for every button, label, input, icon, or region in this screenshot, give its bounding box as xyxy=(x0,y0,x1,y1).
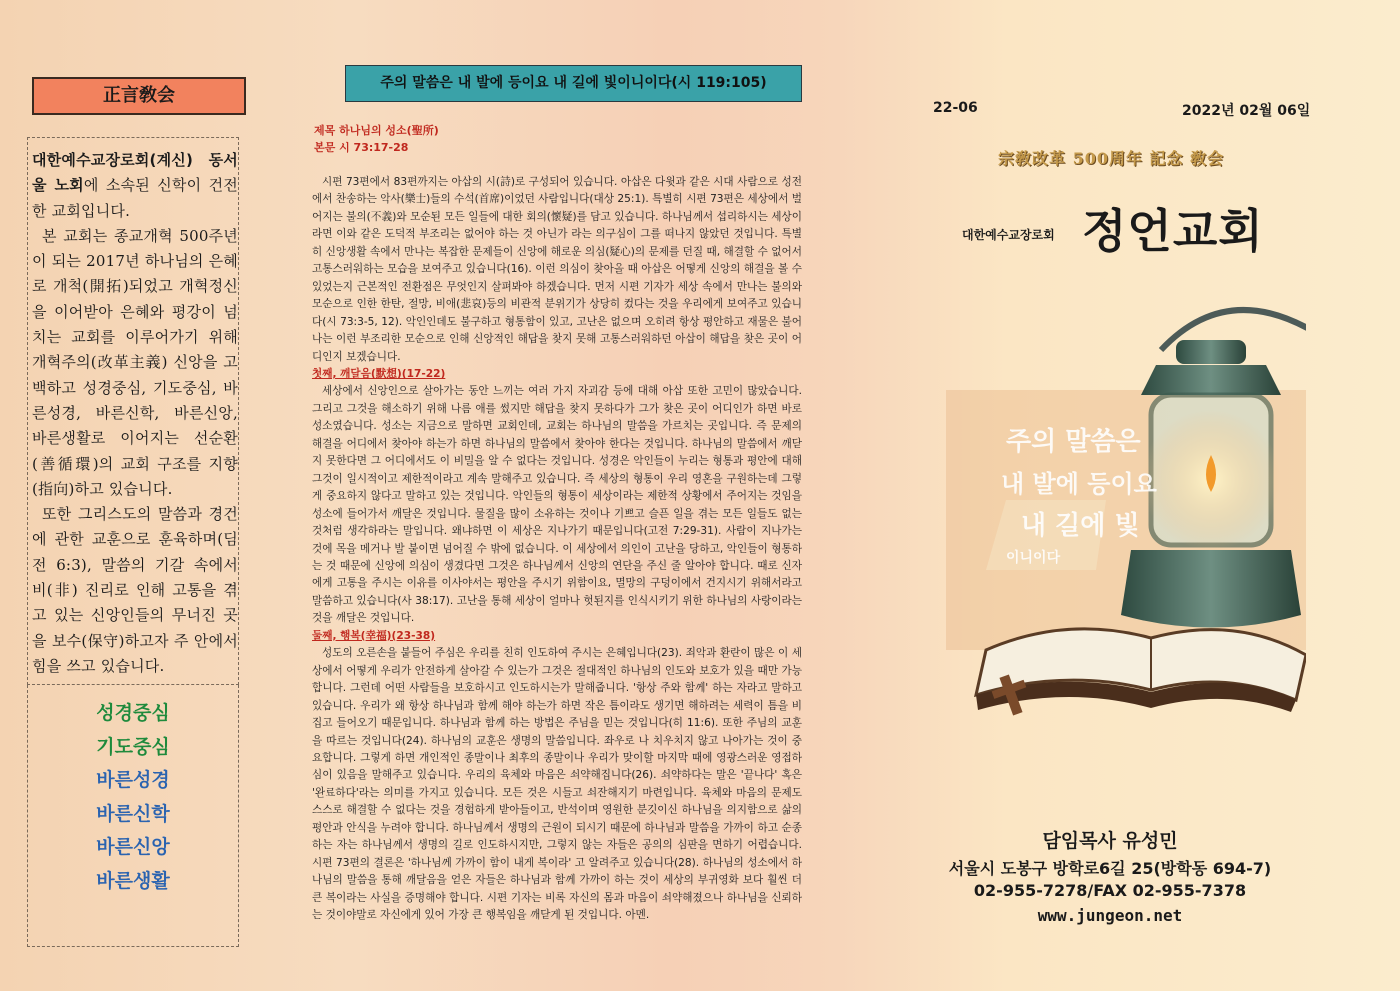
sermon-section-heading: 첫째, 깨달음(默想)(17-22) xyxy=(312,367,446,380)
art-title-line-2: 내 발에 등이요 xyxy=(1001,470,1157,498)
sermon-paragraph: 시편 73편에서 83편까지는 아삽의 시(詩)로 구성되어 있습니다. 아삽은 다윗과 같은 시대 사람으로 성전에서 찬송하는 악사(樂士)들의 수석(首席)이었던 사람입니다(대상 25:1). 특별히 시편 73편은 세상에서 벌어지는 불의(不義)와 모순된 모든 일들에 대한 회의(懷疑)를 담고 있습니다. 하나님께서 섭리하시는 세상이라면 이와 같은 도덕적 부조리는 없어야 하는 것 아닌가 라는 의구심이 그를 떠나지 않았던 것입니다. 특별히 신앙생활 속에서 만나는 복잡한 문제들이 신앙에 해로운 의심(疑心)의 문제를 던질 때, 해결할 수 없어서 고통스러워하는 모습을 보여주고 있습니다(16). 이런 의심이 찾아올 때 아삽은 어떻게 신앙의 해결을 볼 수 있었는지 근본적인 전환점은 무엇인지 살펴봐야 하겠습니다. 먼저 시편 기자가 세상 속에서 만나는 불의와 모순으로 인한 한탄, 절망, 비애(悲哀)등의 비관적 분위기가 상당히 컸다는 것을 우리에게 보여주고 있습니다(시 73:3-5, 12). 악인인데도 불구하고 형통함이 있고, 고난은 없으며 오히려 항상 평안하고 재물은 불어나는 이런 부조리한 모순으로 인해 신앙적인 해답을 찾지 못해 고통스러워하던 아삽이 해답을 찾은 곳이 어디인지 보겠습니다. xyxy=(312,176,802,363)
intro-denomination: 대한예수교장로회(계신) 동서울 노회 xyxy=(32,151,238,195)
lantern-bible-illustration xyxy=(946,270,1306,740)
left-panel xyxy=(0,0,300,991)
pastor-name: 담임목사 유성민 xyxy=(1042,830,1178,852)
art-title-line-1: 주의 말씀은 xyxy=(1006,427,1141,457)
intro-paragraph-2: 본 교회는 종교개혁 500주년이 되는 2017년 하나님의 은혜로 개척(開拓)되었고 개혁정신을 이어받아 은혜와 평강이 넘치는 교회를 이루어가기 위해 개혁주의(改革主義) 신앙을 고백하고 성경중심, 기도중심, 바른성경, 바른신학, 바른신앙, 바른생활로 이어지는 선순환(善循環)의 교회 구조를 지향(指向)하고 있습니다. xyxy=(32,226,238,498)
website-link[interactable]: www.jungeon.net xyxy=(1037,906,1183,925)
motto-item: 기도중심 xyxy=(96,735,170,758)
motto-item: 바른신앙 xyxy=(96,836,170,858)
motto-item: 성경중심 xyxy=(96,702,170,724)
art-title-line-3: 내 길에 빛 xyxy=(1021,511,1140,541)
church-introduction xyxy=(27,137,239,685)
issue-number: 22-06 xyxy=(933,100,978,116)
phone-fax: 02-955-7278/FAX 02-955-7378 xyxy=(973,881,1247,900)
sermon-panel xyxy=(300,0,820,991)
sermon-header xyxy=(314,122,439,156)
intro-paragraph-3: 또한 그리스도의 말씀과 경건에 관한 교훈으로 훈육하며(딤전 6:3), 말씀의 기갈 속에서 비(非) 진리로 인해 고통을 겪고 있는 신앙인들의 무너진 곳을 보수(保守)하고자 주 안에서 힘을 쓰고 있습니다. xyxy=(32,505,238,675)
lantern-cap xyxy=(1176,340,1246,364)
sermon-body xyxy=(312,174,802,924)
church-mottos xyxy=(27,685,239,947)
art-title-line-4: 이니이다 xyxy=(1006,550,1061,566)
church-hanja-name: 正言敎会 xyxy=(32,77,246,115)
motto-item: 바른성경 xyxy=(96,769,170,791)
lantern-top xyxy=(1141,365,1281,395)
sermon-title: 제목 하나님의 성소(聖所) xyxy=(314,124,439,137)
sermon-paragraph: 성도의 오른손을 붙들어 주심은 우리를 친히 인도하여 주시는 은혜입니다(23). 죄악과 환란이 많은 이 세상에서 어떻게 우리가 안전하게 살아갈 수 있는가 그것은 절대적인 하나님의 인도와 보호가 있을 때만 가능합니다. 그런데 어떤 사람들을 보호하시고 인도하시는가 말해줍니다. '항상 주와 함께' 하는 자라고 말하고 있습니다. 우리가 왜 항상 하나님과 함께 해야 하는가 하면 작은 틈이라도 생기면 해하려는 세력이 틈을 비집고 들어오기 때문입니다. 하나님과 함께 하는 방법은 주님을 믿는 것입니다(히 11:6). 또한 주님의 교훈을 따르는 것입니다(24). 하나님의 교훈은 생명의 말씀입니다. 좌우로 나 치우치지 않고 나아가는 것이 중요합니다. 그렇게 하면 개인적인 종말이나 최후의 종말이나 우리가 맞이할 마지막 때에 영광스러운 영접하심이 있음을 말해주고 있습니다. 우리의 육체와 마음은 쇠약해집니다(26). 쇠약하다는 말은 '끝나다' 혹은 '완료하다'라는 의미를 가지고 있습니다. 모든 것은 시들고 쇠잔해지기 마련입니다. 육체와 마음의 문제도 스스로 해결할 수 없다는 것을 경험하게 받아들이고, 반석이며 영원한 분깃이신 하나님을 의지함으로 삶의 평안과 안식을 누려야 합니다. 하나님께서 생명의 근원이 되시기 때문에 하나님과 말씀을 가까이 하고 순종하는 자는 하나님께서 생명의 길로 인도하시지만, 그렇지 않는 자들은 공의의 심판을 면하기 어렵습니다. 시편 73편의 결론은 '하나님께 가까이 함이 내게 복이라' 고 알려주고 있습니다(28). 하나님의 성소에서 하나님의 말씀을 통해 깨달음을 얻은 자들은 하나님과 함께 가까이 하는 것이 세상의 부귀영화 보다 훨씬 더 큰 복이라는 사실을 증명해야 합니다. 시편 기자는 비록 자신의 몸과 마음이 쇠약해졌으나 하나님을 신뢰하는 것이야말로 자신에게 있어 가장 큰 행복임을 깨닫게 된 것입니다. 아멘. xyxy=(312,647,802,922)
sermon-section-heading: 둘째, 행복(幸福)(23-38) xyxy=(312,629,436,642)
reformation-anniversary-label: 宗敎改革 500周年 記念 敎会 xyxy=(998,149,1225,168)
sermon-text-reference: 본문 시 73:17-28 xyxy=(314,141,409,154)
bulletin-date: 2022년 02월 06일 xyxy=(1182,103,1311,119)
motto-item: 바른신학 xyxy=(96,802,170,825)
intro-text-1: 에 소속된 신학이 건전한 교회입니다. xyxy=(32,176,238,220)
theme-verse-banner: 주의 말씀은 내 발에 등이요 내 길에 빛이니이다(시 119:105) xyxy=(345,65,802,102)
denomination-label: 대한예수교장로회 xyxy=(962,228,1055,242)
cover-panel xyxy=(860,0,1400,991)
church-address: 서울시 도봉구 방학로6길 25(방학동 694-7) xyxy=(948,859,1272,878)
intro-paragraph-1 xyxy=(32,148,238,224)
sermon-paragraph: 세상에서 신앙인으로 살아가는 동안 느끼는 여러 가지 자괴감 등에 대해 아삽 또한 고민이 많았습니다. 그리고 그것을 해소하기 위해 나름 애를 썼지만 해답을 찾지 못하다가 그가 찾은 곳이 어디인가 하면 바로 성소였습니다. 성소는 지금으로 말하면 교회인데, 교회는 하나님의 말씀을 가르치는 곳입니다. 즉 문제의 해결을 어디에서 찾아야 하는가 하면 하나님의 말씀에서 찾아야 한다는 것입니다. 하나님의 말씀에서 깨닫지 못한다면 그 어디에서도 이 비밀을 알 수 없다는 것입니다. 성경은 악인들이 누리는 형통과 평안에 대해 그것이 일시적이고 제한적이라고 계속 말해주고 있습니다. 즉 세상의 형통이 우리 영혼을 구원하는데 그렇게 중요하지 않다고 말하고 있는 것입니다. 악인들의 형통이 세상이라는 제한적 상황에서 주어지는 것임을 성소에 들어가서 깨달은 것입니다. 물질을 많이 소유하는 것이나 기쁘고 슬픈 일을 겪는 모든 일들도 없는 것처럼 생각하라는 말입니다. 왜냐하면 이 세상은 지나가기 때문입니다(고전 7:29-31). 사람이 지나가는 것에 목을 메거나 발 붙이면 넘어질 수 밖에 없습니다. 이 세상에서 의인이 고난을 당하고, 악인들이 형통하는 것 때문에 신앙에 의심이 생겼다면 그것은 하나님께서 신앙의 연단을 주신 줄 알아야 합니다. 때로 신자에게 고통을 주시는 이유를 이사야서는 평안을 주시기 위함이요, 멸망의 구덩이에서 건지시기 위해서라고 말씀하고 있습니다(사 38:17). 고난을 통해 세상이 얼마나 헛된지를 인식시키기 위한 하나님의 사랑이라는 것을 깨달은 것입니다. xyxy=(312,385,802,625)
motto-item: 바른생활 xyxy=(96,869,170,892)
church-name: 정언교회 xyxy=(1082,204,1264,258)
lantern-base xyxy=(1121,550,1301,628)
